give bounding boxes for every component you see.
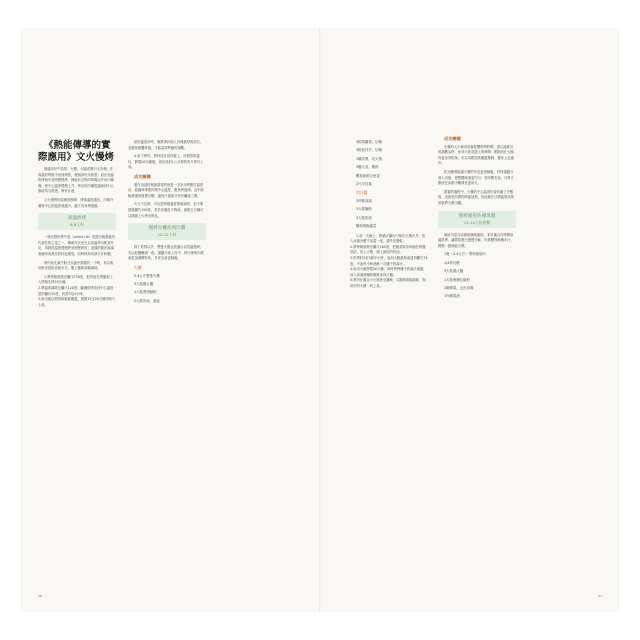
left-column-1 <box>38 140 116 311</box>
ingredient-item: 1杯蘋果酒 <box>444 294 460 299</box>
ingredient-item: 1顆洋蔥，切大塊 <box>356 156 382 161</box>
ingredient-item: 3大匙猶太鹽 <box>444 269 464 274</box>
right-page <box>320 28 620 612</box>
paragraph: 乾式醃漬能讓火雞的外皮更加酥脆，同時讓鹽分深入肉裡，使整體味道更均勻；若時間充裕，可將火雞放在冰箱中醃漬長達兩天。 <box>438 169 514 186</box>
paragraph: 豬肩肉富含結締組織與脂肪，非常適合長時間低溫烘烤，讓膠原蛋白慢慢分解，肉質變得軟嫩多汁，輕輕一撥就能分開。 <box>438 232 514 248</box>
ingredient-item: 2片月桂葉 <box>356 182 372 187</box>
ingredient-item: 2顆蘋果，去皮切塊 <box>444 285 474 290</box>
left-page <box>20 28 320 612</box>
paragraph: 火力不足時，可以把烤箱溫度微微調高，但不要超過攝氏150度；若外皮顏色不夠深，最後五分鐘可以開啟上火烤出焦色。 <box>128 202 204 218</box>
recipe-servings: 10-12人份 <box>157 232 177 238</box>
paragraph: 製作這道料理最重要的就是一支好用的數位溫度計，能隨時掌握肉塊中心溫度，避免烤過頭；也別省略最後的靜置步驟，讓肉汁重新分布於纖維之間。 <box>128 182 204 198</box>
paragraph: 火雞的大小與形狀會影響烘烤時間，請以溫度計的讀數為準，而非只看食譜上的時間；雞胸肉比大腿肉更容易乾柴，可以用鋁箔紙覆蓋雞胸，避免上色過快。 <box>438 144 514 166</box>
ingredient-group-heading: 肉汁醬 <box>356 190 368 196</box>
ingredient-item: 1大匙煙燻紅椒粉 <box>444 277 470 282</box>
success-key-heading: 成功關鍵 <box>444 136 461 141</box>
ingredient-item: 3根西洋芹，切塊 <box>356 148 382 153</box>
ingredient-item: 1/4杯紅糖 <box>444 260 460 265</box>
recipe-band-pork <box>438 211 516 228</box>
ingredient-group-heading: 火雞 <box>134 264 142 270</box>
ingredient-item: 5.4公斤整隻火雞 <box>134 273 160 278</box>
paragraph: 文火慢烤的原理很簡單：烤箱溫度越低，肉塊外層與中心的溫差就越小，越不容易烤過頭。 <box>38 197 114 208</box>
ingredient-item: 2杯雞高湯 <box>356 199 372 204</box>
right-column-2 <box>438 136 516 303</box>
recipe-title: 高溫烘烤 <box>67 216 87 222</box>
left-column-2 <box>128 140 206 307</box>
recipe-band-high-heat <box>38 213 116 230</box>
recipe-band-turkey <box>128 223 206 240</box>
ingredient-item: 鹽與胡椒適量 <box>356 224 377 229</box>
ingredient-item: 3大匙猶太鹽 <box>134 281 154 286</box>
ingredient-item: 1隻（3-4公斤）帶骨豬肩肉 <box>444 252 486 257</box>
ingredient-item: 3根胡蘿蔔，切塊 <box>356 140 382 144</box>
book-spread <box>20 28 620 612</box>
recipe-steps: 4.取下烤肉，將肉放在切肉板上，用鋁箔紙蓋住，靜置20分鐘後，再切成約1公分厚的肉片即可上桌。 <box>128 154 204 170</box>
ingredient-item: 3大匙麵粉 <box>356 207 372 212</box>
paragraph: 烤肉前先讓牛肋在室溫中靜置約一小時，再以廚房紙巾拭乾表面水分，撒上鹽與胡椒調味。 <box>38 260 114 271</box>
recipe-title: 慢烤豬肩佐蘋果醬 <box>458 213 496 219</box>
recipe-steps: 1.將烤箱預熱至攝氏230度，把肉放在烤盤架上入烤箱先烤20分鐘。 2.將溫度調降至攝氏120度，繼續烘烤直到中心溫度達到攝氏52度，約需3至4小時。 3.取出後以鋁箔紙鬆鬆覆蓋，靜置15至20分鐘再切片上桌。 <box>38 274 116 307</box>
recipe-steps: 1.前一天晚上，將猶太鹽均勻抹在火雞內外，放入冰箱冷藏不加蓋一夜，讓外皮變乾。 2.將烤箱預熱至攝氏165度，把蔬菜與香草鋪在烤盤底部，放上火雞，刷上融化的奶油。 3.烘烤約3至3個半小時，直到大腿最厚處達到攝氏74度，中途每小時澆淋一次盤中的湯汁。 4.取出火雞靜置30分鐘，同時將烤盤中的湯汁過濾，加入高湯與麵粉糊煮成肉汁醬。 5.將肉汁醬以小火熬煮至濃稠，以鹽與胡椒調味，與切好的火雞一同上桌。 <box>350 233 428 288</box>
ingredient-item: 2大匙奶油，融化 <box>134 298 160 303</box>
right-column-1 <box>350 140 428 293</box>
recipe-servings: 12-14人份套餐 <box>463 219 491 225</box>
recipe-title: 慢烤火雞佐肉汁醬 <box>148 226 186 232</box>
paragraph: 靜置的過程中，火雞的中心溫度仍會持續上升數度，這就是所謂的餘溫加熱，因此應在目標溫度前幾度就將火雞出爐。 <box>438 189 514 205</box>
page-number-left: 36 <box>38 594 42 598</box>
ingredient-item: 數根新鮮百里香 <box>356 173 380 178</box>
ingredient-item: 1大匙黑胡椒粉 <box>134 290 157 295</box>
success-key-heading: 成功關鍵 <box>134 173 151 179</box>
page-number-right: 37 <box>598 594 602 598</box>
chapter-title: 《熱能傳導的實際應用》文火慢烤 <box>38 140 115 163</box>
paragraph: 一塊完整的烤牛肋（prime rib）是週日晚餐最具代表性的主菜之一，傳統作法是先以高溫烤出焦香外皮，再降低溫度慢慢烤至理想熟度；這樣的做法能讓表層形成漂亮的棕色硬殼，同時保持內部多汁粉嫩。 <box>38 235 116 256</box>
paragraph: 最適用於牛肋排、火雞、火腿或整只大肉塊，在高溫的烤箱中表面烤焦，裡頭卻仍未熟透；而在低溫的烤箱中長時間慢烤，熱能有足夠的時間由外向內傳導，使中心溫度慢慢上升，烤出的肉塊從邊緣到中心都能均勻熟透、保有汁液。 <box>38 167 114 194</box>
paragraph: 使用溫度計時，應將探針插入肉塊最厚的部位，並避免碰觸骨頭，才能量得準確的讀數。 <box>128 140 204 150</box>
ingredient-item: 3大匙奶油 <box>356 215 372 220</box>
recipe-servings: 6-8人份 <box>70 222 84 228</box>
ingredient-item: 3瓣大蒜，壓碎 <box>356 165 379 170</box>
paragraph: 除了肋排以外，整隻火雞也很適合以低溫慢烤；先以乾鹽醃漬一夜，讓鹽分滲入肉中，烤出來的肉質會更加濕潤有味，外皮也會更酥脆。 <box>128 245 204 261</box>
